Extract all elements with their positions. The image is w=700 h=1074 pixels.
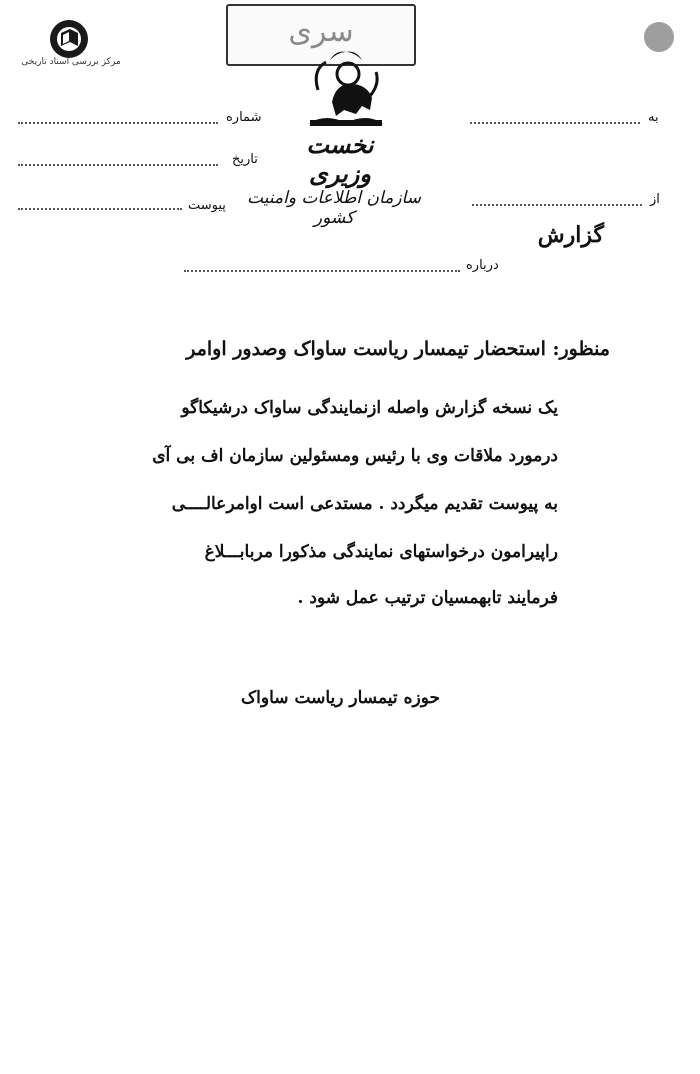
to-field-line [470,122,640,124]
attachment-field-line [18,208,182,210]
report-title: گزارش [537,222,604,248]
archive-logo-icon [48,18,90,60]
body-line-3: به پیوست تقدیم میگردد . مستدعی است اوامرعالــــی [171,494,558,514]
watermark-text: مرکز بررسی اسناد تاریخی [21,57,121,67]
number-field-line [18,122,218,124]
body-line-2: درمورد ملاقات وی با رئیس ومسئولین سازمان اف بی آی [152,446,558,466]
signature-line: حوزه تیمسار ریاست ساواک [240,688,440,708]
stamp-text: سری [288,14,354,49]
punch-hole [644,22,674,52]
body-line-1: یک نسخه گزارش واصله ازنمایندگی ساواک درشیکاگو [181,398,558,418]
body-line-5: فرمایند تابهمسیان ترتیب عمل شود . [297,588,558,608]
label-to: به [648,110,659,125]
org-name-line2: سازمان اطلاعات وامنیت کشور [247,188,421,228]
date-field-line [18,164,218,166]
lion-and-sun-emblem-icon [296,40,396,132]
about-field-line [184,270,460,272]
from-field-line [472,204,642,206]
org-name-line1: نخست وزیری [306,130,374,188]
label-about: درباره [466,258,499,273]
subject-line: منظور: استحضار تیمسار ریاست ساواک وصدور اوامر [186,338,610,360]
label-date: تاریخ [232,152,258,167]
label-attachment: پیوست [188,198,226,213]
label-number: شماره [226,110,262,125]
label-from: از [650,192,660,207]
body-line-4: راپیرامون درخواستهای نمایندگی مذکورا مربابـــلاغ [204,542,558,562]
